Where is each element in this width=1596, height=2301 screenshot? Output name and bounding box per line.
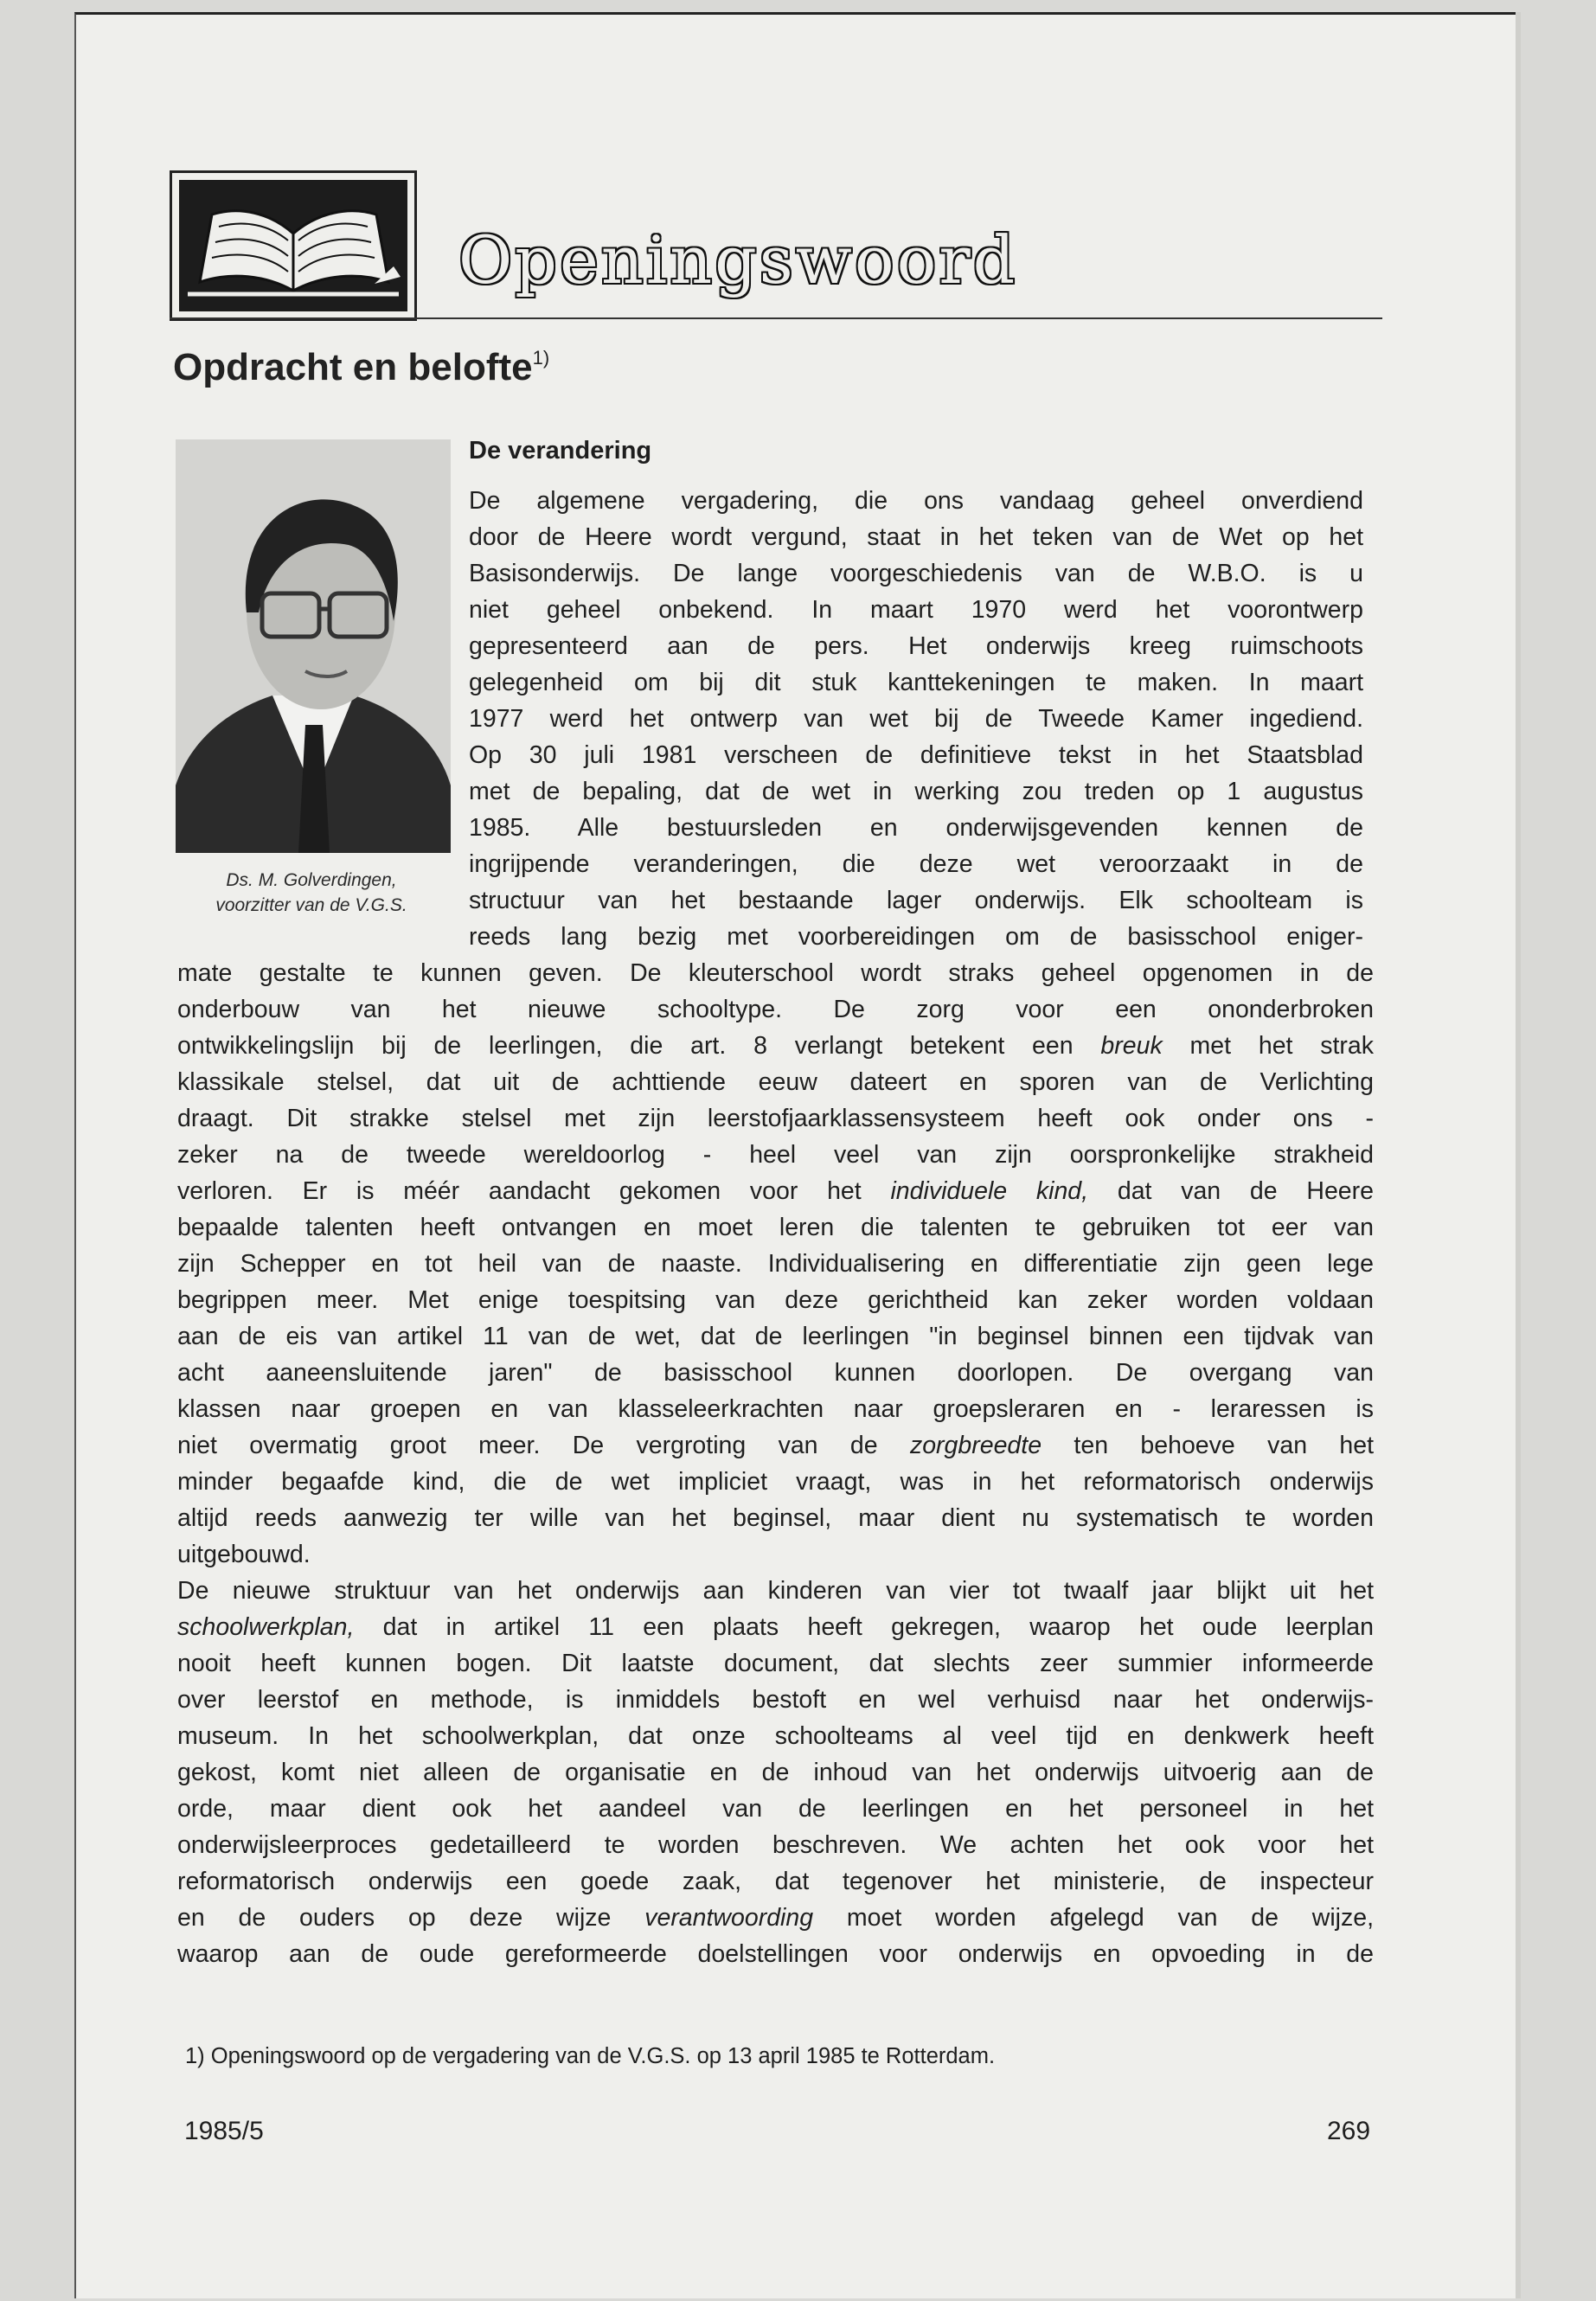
body-line: ontwikkelingslijn bij de leerlingen, die art. 8 verlangt betekent een breuk met het strak (177, 1032, 1375, 1060)
body-line: altijd reeds aanwezig ter wille van het beginsel, maar dient nu systematisch te worden (177, 1504, 1374, 1532)
emphasis: individuele kind, (890, 1177, 1089, 1205)
body-line: aan de eis van artikel 11 van de wet, dat de leerlingen "in beginsel binnen een tijdvak van (177, 1323, 1374, 1350)
body-line: zijn Schepper en tot heil van de naaste. Individualisering en differentiatie zijn geen lege (177, 1250, 1374, 1278)
title-footnote-marker: 1) (532, 347, 550, 369)
body-line: minder begaafde kind, die de wet impliciet vraagt, was in het reformatorisch onderwijs (177, 1468, 1374, 1496)
body-line: zeker na de tweede wereldoorlog - heel veel van zijn oorspronkelijke strakheid (177, 1141, 1374, 1169)
footnote: 1) Openingswoord op de vergadering van de V.G.S. op 13 april 1985 te Rotterdam. (185, 2044, 996, 2068)
author-photo (176, 439, 451, 853)
body-line: onderwijsleerproces gedetailleerd te worden beschreven. We achten het ook voor het (177, 1831, 1374, 1859)
body-line: niet geheel onbekend. In maart 1970 werd het voorontwerp (469, 596, 1363, 624)
body-line: niet overmatig groot meer. De vergroting van de zorgbreedte ten behoeve van het (177, 1432, 1375, 1459)
emphasis: zorgbreedte (909, 1432, 1042, 1459)
body-line: ingrijpende veranderingen, die deze wet veroorzaakt in de (469, 850, 1363, 878)
body-line: 1977 werd het ontwerp van wet bij de Tweede Kamer ingediend. (469, 705, 1363, 733)
body-line: reeds lang bezig met voorbereidingen om de basisschool eniger- (469, 923, 1363, 951)
subheading: De verandering (469, 437, 652, 465)
body-line: schoolwerkplan, dat in artikel 11 een plaats heeft gekregen, waarop het oude leerplan (177, 1613, 1375, 1641)
body-line: acht aaneensluitende jaren" de basisschool kunnen doorlopen. De overgang van (177, 1359, 1374, 1387)
emphasis: breuk (1100, 1032, 1163, 1060)
body-line: verloren. Er is méér aandacht gekomen voor het individuele kind, dat van de Heere (177, 1177, 1374, 1205)
header-divider (170, 317, 1382, 319)
page-number: 269 (1327, 2117, 1371, 2145)
body-line: onderbouw van het nieuwe schooltype. De zorg voor een ononderbroken (177, 996, 1374, 1023)
body-line: bepaalde talenten heeft ontvangen en moet leren die talenten te gebruiken tot eer van (177, 1214, 1374, 1241)
emphasis: schoolwerkplan, (177, 1613, 355, 1641)
body-line: De algemene vergadering, die ons vandaag geheel onverdiend (469, 487, 1363, 515)
body-line: gekost, komt niet alleen de organisatie en de inhoud van het onderwijs uitvoerig aan de (177, 1759, 1374, 1786)
body-line: uitgebouwd. (177, 1541, 311, 1568)
body-line: klassikale stelsel, dat uit de achttiende eeuw dateert en sporen van de Verlichting (177, 1068, 1374, 1096)
body-line: reformatorisch onderwijs een goede zaak, dat tegenover het ministerie, de inspecteur (177, 1868, 1374, 1895)
emphasis: verantwoording (644, 1904, 814, 1932)
body-line: structuur van het bestaande lager onderwijs. Elk schoolteam is (469, 887, 1363, 914)
body-line: Basisonderwijs. De lange voorgeschiedenis van de W.B.O. is u (469, 560, 1363, 587)
body-line: gepresenteerd aan de pers. Het onderwijs kreeg ruimschoots (469, 632, 1363, 660)
body-line: mate gestalte te kunnen geven. De kleuterschool wordt straks geheel opgenomen in de (177, 959, 1374, 987)
body-line: De nieuwe struktuur van het onderwijs aan kinderen van vier tot twaalf jaar blijkt uit het (177, 1577, 1374, 1605)
body-line: orde, maar dient ook het aandeel van de leerlingen en het personeel in het (177, 1795, 1374, 1823)
issue-number: 1985/5 (184, 2117, 264, 2145)
body-line: museum. In het schoolwerkplan, dat onze schoolteams al veel tijd en denkwerk heeft (177, 1722, 1374, 1750)
open-book-icon (179, 180, 407, 311)
body-line: over leerstof en methode, is inmiddels bestoft en wel verhuisd naar het onderwijs- (177, 1686, 1374, 1714)
body-line: en de ouders op deze wijze verantwoording moet worden afgelegd van de wijze, (177, 1904, 1375, 1932)
body-line: nooit heeft kunnen bogen. Dit laatste document, dat slechts zeer summier informeerde (177, 1650, 1374, 1677)
body-line: door de Heere wordt vergund, staat in het teken van de Wet op het (469, 523, 1363, 551)
article-title: Opdracht en belofte$^{1)}$ (173, 346, 550, 388)
body-line: gelegenheid om bij dit stuk kanttekeningen te maken. In maart (469, 669, 1363, 696)
body-line: klassen naar groepen en van klasseleerkrachten naar groepsleraren en - leraressen is (177, 1395, 1374, 1423)
section-logo (170, 170, 417, 321)
body-line: 1985. Alle bestuursleden en onderwijsgevenden kennen de (469, 814, 1363, 842)
body-line: met de bepaling, dat de wet in werking zou treden op 1 augustus (469, 778, 1363, 805)
body-line: draagt. Dit strakke stelsel met zijn leerstofjaarklassensysteem heeft ook onder ons - (177, 1105, 1374, 1132)
photo-caption: Ds. M. Golverdingen, voorzitter van de V.G.S. (215, 870, 407, 915)
body-line: waarop aan de oude gereformeerde doelstellingen voor onderwijs en opvoeding in de (177, 1940, 1374, 1968)
body-line: begrippen meer. Met enige toespitsing van deze gerichtheid kan zeker worden voldaan (177, 1286, 1374, 1314)
body-line: Op 30 juli 1981 verscheen de definitieve tekst in het Staatsblad (469, 741, 1363, 769)
section-title: Openingswoord (458, 221, 1018, 298)
